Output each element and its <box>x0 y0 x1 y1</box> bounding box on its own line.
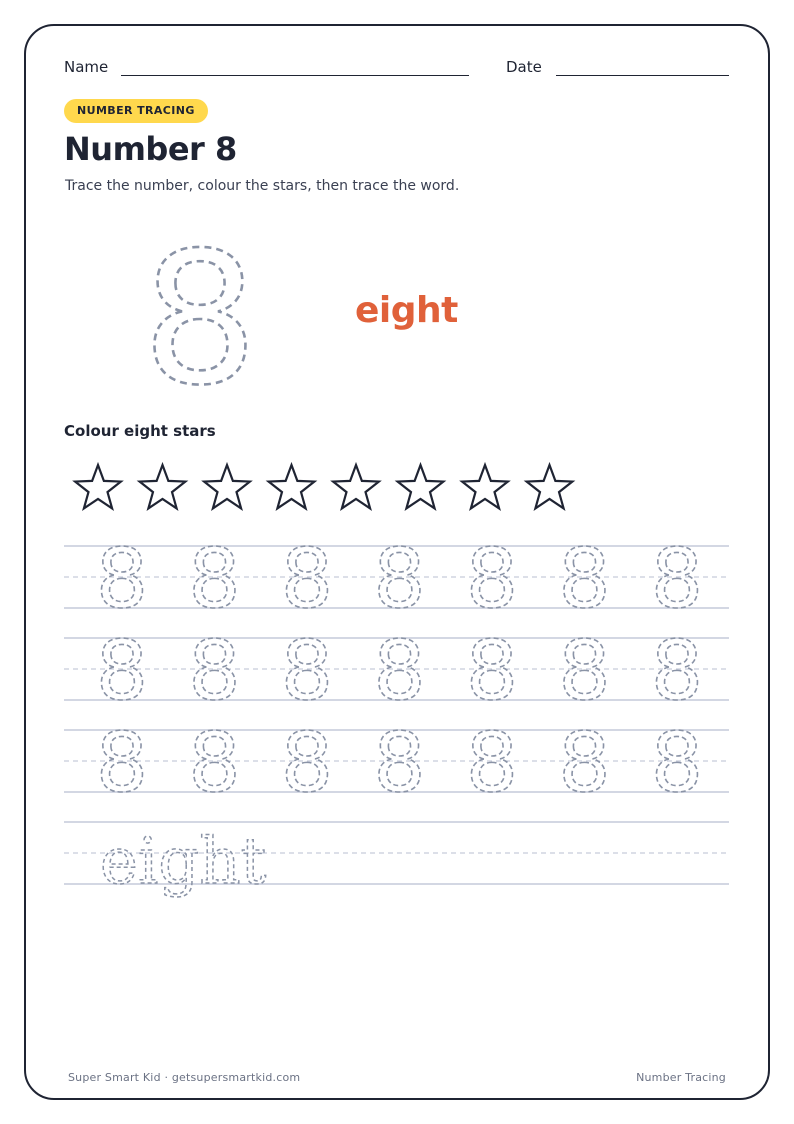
trace-digit[interactable]: 8 <box>188 624 241 719</box>
trace-digit[interactable]: 8 <box>373 624 426 719</box>
trace-digit[interactable]: 8 <box>465 540 519 627</box>
trace-digit[interactable]: 8 <box>95 540 149 627</box>
tracing-practice-area <box>64 540 729 900</box>
trace-digit[interactable]: 8 <box>95 624 149 719</box>
trace-digit[interactable]: 8 <box>280 624 334 719</box>
footer-section: Number Tracing <box>636 1071 726 1084</box>
trace-digit[interactable]: 8 <box>650 624 704 719</box>
colourable-star[interactable] <box>398 465 444 508</box>
trace-digit[interactable]: 8 <box>373 716 426 811</box>
date-field[interactable] <box>556 75 729 76</box>
name-field[interactable] <box>121 75 469 76</box>
trace-digit[interactable]: 8 <box>558 716 611 811</box>
trace-digit[interactable]: 8 <box>373 540 426 627</box>
header-fields <box>64 58 729 80</box>
big-traceable-digit[interactable] <box>120 226 280 396</box>
footer-brand: Super Smart Kid · getsupersmartkid.com <box>68 1071 301 1084</box>
star-row <box>70 460 590 516</box>
colourable-star[interactable] <box>269 465 315 508</box>
name-label: Name <box>64 58 109 76</box>
trace-digit[interactable]: 8 <box>558 540 611 627</box>
date-label: Date <box>506 58 542 76</box>
number-word: eight <box>355 290 458 331</box>
colourable-star[interactable] <box>75 465 121 508</box>
trace-digit[interactable]: 8 <box>465 624 519 719</box>
colourable-star[interactable] <box>140 465 186 508</box>
colourable-star[interactable] <box>204 465 250 508</box>
page-title: Number 8 <box>64 130 237 168</box>
instructions: Trace the number, colour the stars, then trace the word. <box>65 178 460 194</box>
trace-digit[interactable]: 8 <box>188 716 241 811</box>
trace-digit[interactable]: 8 <box>558 624 611 719</box>
stars-heading: Colour eight stars <box>64 422 216 440</box>
colourable-star[interactable] <box>527 465 573 508</box>
trace-digit[interactable]: 8 <box>280 540 334 627</box>
trace-digit[interactable]: 8 <box>650 716 704 811</box>
trace-word[interactable]: eight <box>100 825 267 899</box>
trace-digit[interactable]: 8 <box>95 716 149 811</box>
colourable-star[interactable] <box>333 465 379 508</box>
trace-digit[interactable]: 8 <box>188 540 241 627</box>
trace-digit[interactable]: 8 <box>465 716 519 811</box>
trace-digit[interactable]: 8 <box>650 540 704 627</box>
category-badge: NUMBER TRACING <box>64 99 208 123</box>
colourable-star[interactable] <box>462 465 508 508</box>
digit-eight-outline: 8 <box>142 226 258 396</box>
trace-digit[interactable]: 8 <box>280 716 334 811</box>
